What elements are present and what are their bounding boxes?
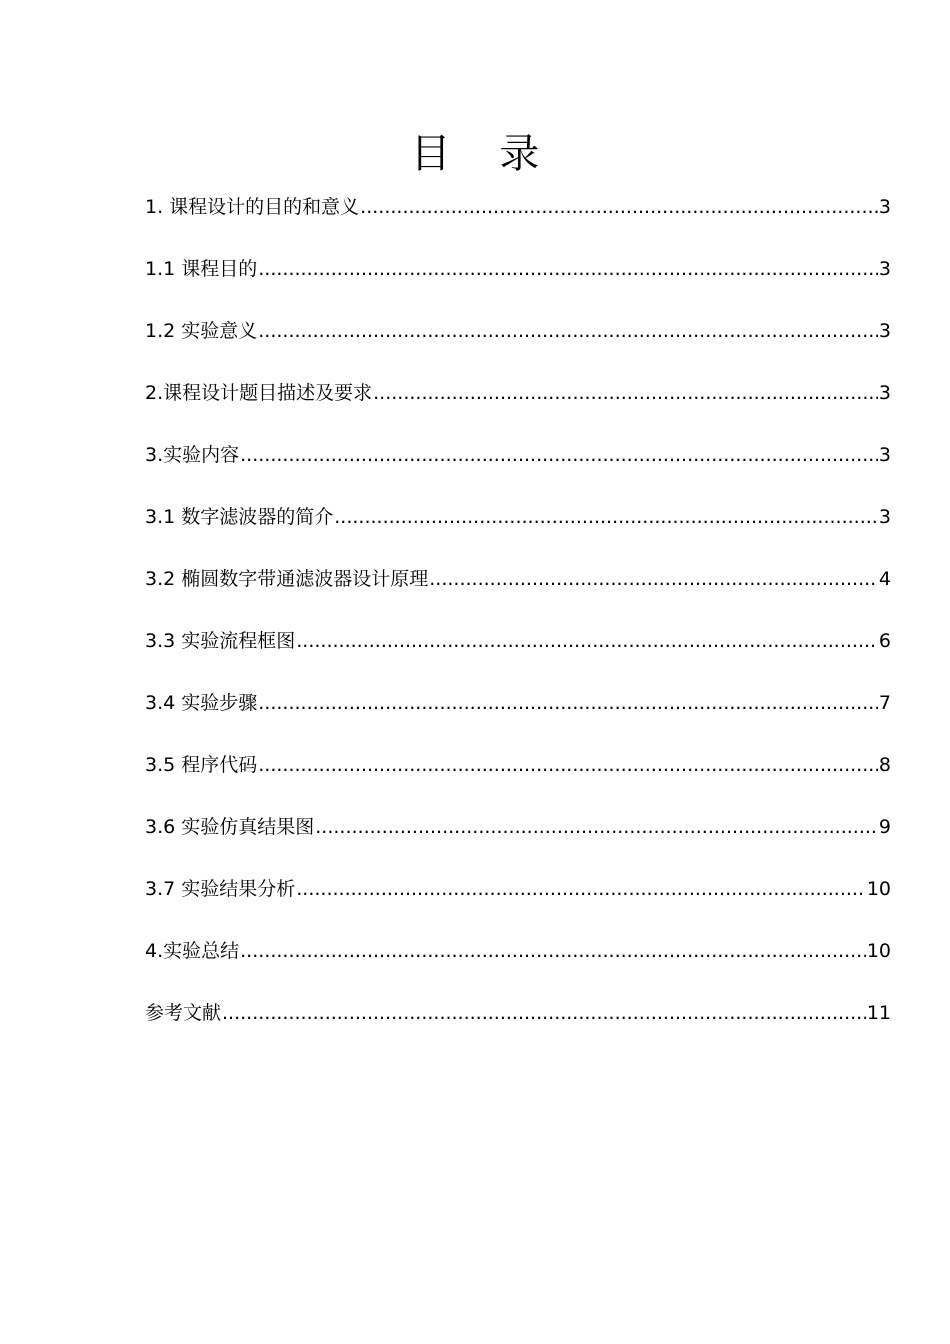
toc-entry[interactable]	[145, 810, 891, 872]
toc-entry-label: 3.6 实验仿真结果图	[145, 816, 315, 838]
toc-entry[interactable]	[145, 314, 891, 376]
toc-dot-leader	[258, 314, 878, 348]
toc-entry-page: 3	[878, 382, 891, 404]
toc-entry-label: 3.7 实验结果分析	[145, 878, 296, 900]
toc-entry[interactable]	[145, 872, 891, 934]
toc-entry[interactable]	[145, 500, 891, 562]
toc-entry-page: 10	[866, 940, 891, 962]
toc-entry[interactable]	[145, 748, 891, 810]
toc-title: 目 录	[410, 131, 558, 177]
toc-entry[interactable]	[145, 438, 891, 500]
toc-entry-page: 8	[878, 754, 891, 776]
toc-dot-leader	[258, 686, 878, 720]
toc-entry-page: 11	[866, 1002, 891, 1024]
toc-dot-leader	[222, 996, 866, 1030]
toc-dot-leader	[258, 748, 878, 782]
toc-dot-leader	[429, 562, 878, 596]
toc-entry-label: 3.2 椭圆数字带通滤波器设计原理	[145, 568, 429, 590]
toc-entry[interactable]	[145, 562, 891, 624]
toc-entry-label: 4.实验总结	[145, 940, 240, 962]
toc-entry-label: 1. 课程设计的目的和意义	[145, 196, 360, 218]
toc-entry[interactable]	[145, 934, 891, 996]
toc-dot-leader	[315, 810, 878, 844]
toc-entry-label: 1.2 实验意义	[145, 320, 258, 342]
toc-entry[interactable]	[145, 252, 891, 314]
toc-entry-label: 3.3 实验流程框图	[145, 630, 296, 652]
toc-dot-leader	[373, 376, 878, 410]
toc-entry-page: 3	[878, 506, 891, 528]
toc-entry-label: 2.课程设计题目描述及要求	[145, 382, 373, 404]
toc-dot-leader	[296, 624, 878, 658]
toc-dot-leader	[360, 190, 878, 224]
toc-entry[interactable]	[145, 190, 891, 252]
toc-entry-page: 3	[878, 444, 891, 466]
toc-entry-label: 1.1 课程目的	[145, 258, 258, 280]
toc-list	[145, 190, 891, 1058]
toc-entry-page: 3	[878, 320, 891, 342]
toc-entry-page: 10	[866, 878, 891, 900]
toc-dot-leader	[240, 934, 866, 968]
toc-entry-label: 3.4 实验步骤	[145, 692, 258, 714]
toc-entry-page: 7	[878, 692, 891, 714]
toc-entry-label: 3.实验内容	[145, 444, 240, 466]
toc-entry-label: 参考文献	[145, 1002, 222, 1024]
toc-entry[interactable]	[145, 996, 891, 1058]
toc-entry[interactable]	[145, 624, 891, 686]
toc-dot-leader	[240, 438, 878, 472]
toc-entry-label: 3.5 程序代码	[145, 754, 258, 776]
toc-entry[interactable]	[145, 376, 891, 438]
toc-entry-page: 9	[878, 816, 891, 838]
toc-entry-page: 6	[878, 630, 891, 652]
toc-entry-page: 4	[878, 568, 891, 590]
toc-dot-leader	[334, 500, 878, 534]
toc-dot-leader	[258, 252, 878, 286]
toc-entry-page: 3	[878, 196, 891, 218]
toc-entry-label: 3.1 数字滤波器的简介	[145, 506, 334, 528]
toc-entry[interactable]	[145, 686, 891, 748]
toc-entry-page: 3	[878, 258, 891, 280]
toc-dot-leader	[296, 872, 866, 906]
